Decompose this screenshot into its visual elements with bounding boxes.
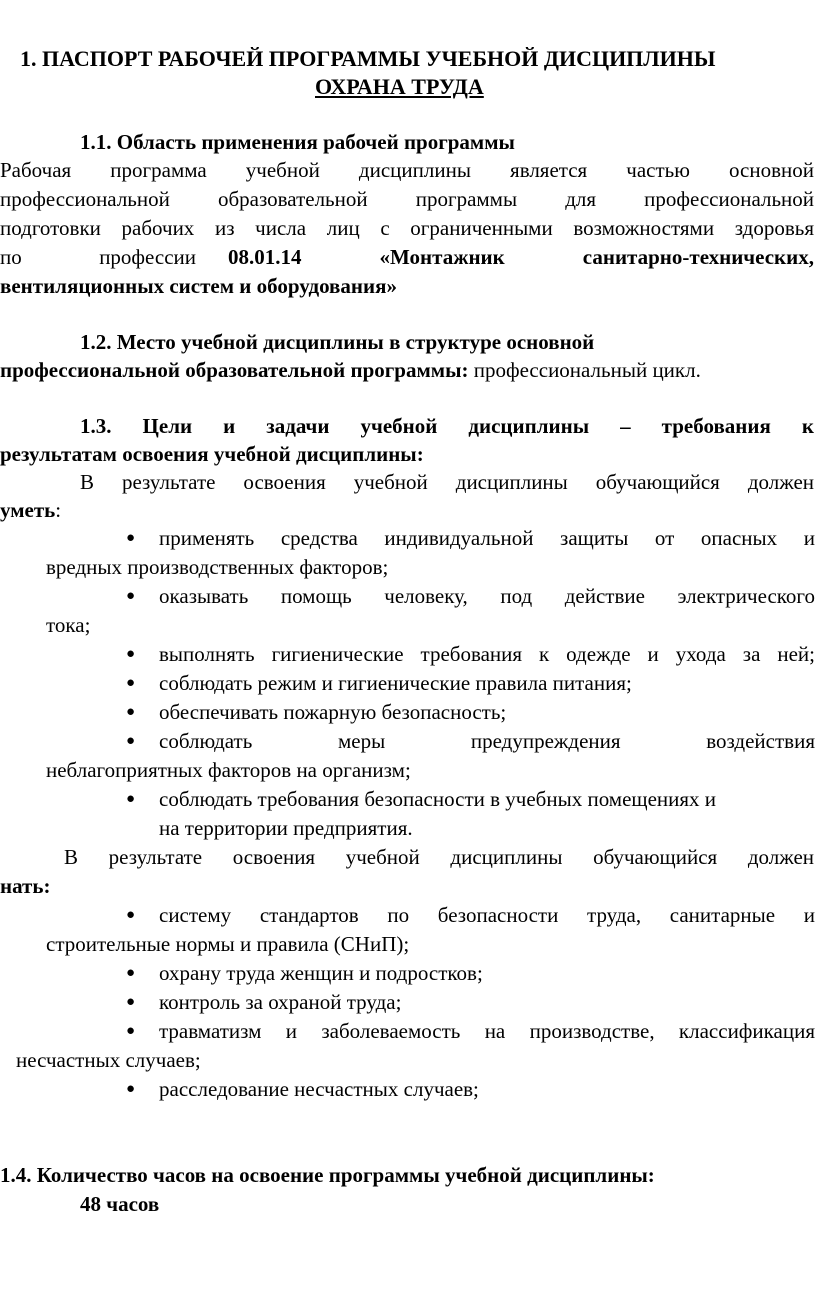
- bullet-icon: ●: [126, 530, 136, 546]
- bullet-icon: ●: [126, 588, 136, 604]
- skills-intro-line2: [0, 496, 61, 525]
- bullet-icon: ●: [126, 907, 136, 923]
- list-item-text: соблюдать меры предупреждения воздействия: [159, 729, 815, 753]
- list-item-text: соблюдать требования безопасности в учебных помещениях и: [159, 787, 717, 811]
- section-1-1-text-line1: Рабочая программа учебной дисциплины является частью основной: [0, 158, 814, 182]
- list-item-text: систему стандартов по безопасности труда, санитарные и: [159, 903, 815, 927]
- document-title-line2: ОХРАНА ТРУДА: [315, 74, 484, 99]
- knowledge-intro-line1: В результате освоения учебной дисциплины обучающийся должен: [64, 845, 814, 869]
- bullet-icon: ●: [126, 646, 136, 662]
- section-1-1-text-line3: подготовки рабочих из числа лиц с ограниченными возможностями здоровья: [0, 216, 814, 240]
- skills-intro-line1: В результате освоения учебной дисциплины обучающийся должен: [80, 470, 814, 494]
- section-1-2-line2: [0, 356, 701, 385]
- bullet-icon: ●: [126, 704, 136, 720]
- section-1-1-text-line2: профессиональной образовательной программы для профессиональной: [0, 187, 814, 211]
- list-item-text-cont: строительные нормы и правила (СНиП);: [46, 932, 410, 956]
- bullet-icon: ●: [126, 733, 136, 749]
- section-1-1-text-line4a: по профессии: [0, 245, 196, 269]
- list-item-text: соблюдать режим и гигиенические правила питания;: [159, 671, 632, 695]
- section-1-2-heading: 1.2. Место учебной дисциплины в структуре основной: [80, 330, 595, 354]
- section-1-2-rest: профессиональный цикл.: [468, 358, 701, 382]
- list-item-text: оказывать помощь человеку, под действие электрического: [159, 584, 815, 608]
- list-item-text-cont: на территории предприятия.: [159, 816, 413, 840]
- bullet-icon: ●: [126, 994, 136, 1010]
- list-item-text: обеспечивать пожарную безопасность;: [159, 700, 507, 724]
- list-item-text-cont: несчастных случаев;: [16, 1048, 201, 1072]
- bullet-icon: ●: [126, 675, 136, 691]
- list-item-text: травматизм и заболеваемость на производстве, классификация: [159, 1019, 815, 1043]
- section-1-2-bold: профессиональной образовательной программы:: [0, 358, 469, 382]
- section-1-4-heading: 1.4. Количество часов на освоение программы учебной дисциплины:: [0, 1163, 655, 1187]
- knowledge-intro-word: нать:: [0, 874, 51, 898]
- bullet-icon: ●: [126, 1081, 136, 1097]
- skills-intro-word: уметь: [0, 498, 56, 522]
- bullet-icon: ●: [126, 791, 136, 807]
- list-item-text-cont: тока;: [46, 613, 91, 637]
- section-1-1-profession-line1: 08.01.14 «Монтажник санитарно-технических,: [228, 245, 814, 269]
- section-1-3-heading-line1: 1.3. Цели и задачи учебной дисциплины – требования к: [80, 414, 814, 438]
- skills-intro-colon: :: [55, 498, 62, 522]
- list-item-text: охрану труда женщин и подростков;: [159, 961, 483, 985]
- section-1-4-hours: 48 часов: [80, 1192, 160, 1216]
- list-item-text: расследование несчастных случаев;: [159, 1077, 479, 1101]
- list-item-text: применять средства индивидуальной защиты от опасных и: [159, 526, 815, 550]
- list-item-text-cont: вредных производственных факторов;: [46, 555, 389, 579]
- list-item-text-cont: неблагоприятных факторов на организм;: [46, 758, 411, 782]
- bullet-icon: ●: [126, 965, 136, 981]
- document-title-line1: 1. ПАСПОРТ РАБОЧЕЙ ПРОГРАММЫ УЧЕБНОЙ ДИСЦИПЛИНЫ: [20, 46, 716, 71]
- list-item-text: выполнять гигиенические требования к одежде и ухода за ней;: [159, 642, 815, 666]
- section-1-3-heading-line2: результатам освоения учебной дисциплины:: [0, 442, 424, 466]
- list-item-text: контроль за охраной труда;: [159, 990, 402, 1014]
- section-1-1-heading: 1.1. Область применения рабочей программы: [80, 130, 515, 154]
- bullet-icon: ●: [126, 1023, 136, 1039]
- section-1-1-profession-line2: вентиляционных систем и оборудования»: [0, 274, 397, 298]
